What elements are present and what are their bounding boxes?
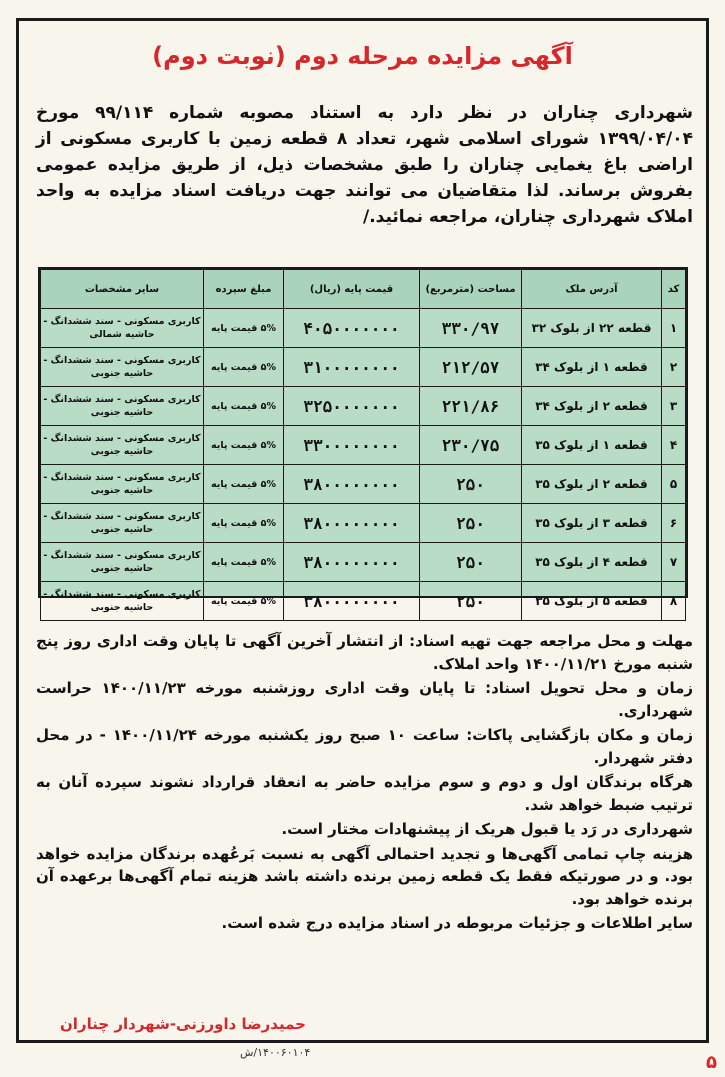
table-row xyxy=(41,348,686,387)
row-address: قطعه ۲۲ از بلوک ۳۲ xyxy=(522,309,662,348)
row-deposit: ۵% قیمت پایه xyxy=(204,348,284,387)
properties-table xyxy=(38,267,688,613)
row-area: ۳۳۰/۹۷ xyxy=(420,309,522,348)
row-spec: کاربری مسکونی - سند ششدانگ - حاشیه جنوبی xyxy=(41,348,204,387)
row-code: ۶ xyxy=(662,504,686,543)
row-deposit: ۵% قیمت پایه xyxy=(204,504,284,543)
row-spec: کاربری مسکونی - سند ششدانگ - حاشیه جنوبی xyxy=(41,465,204,504)
row-deposit: ۵% قیمت پایه xyxy=(204,426,284,465)
row-area: ۲۳۰/۷۵ xyxy=(420,426,522,465)
row-address: قطعه ۲ از بلوک ۳۴ xyxy=(522,387,662,426)
row-price: ۴۰۵۰۰۰۰۰۰۰ xyxy=(284,309,420,348)
row-price: ۳۸۰۰۰۰۰۰۰۰ xyxy=(284,465,420,504)
row-area: ۲۵۰ xyxy=(420,504,522,543)
term-opening: زمان و مکان بازگشایی پاکات: ساعت ۱۰ صبح روز یکشنبه مورخه ۱۴۰۰/۱۱/۲۴ - در محل دفتر شهردار. xyxy=(36,726,693,767)
row-deposit: ۵% قیمت پایه xyxy=(204,465,284,504)
header-code: کد xyxy=(662,270,686,309)
row-area: ۲۵۰ xyxy=(420,582,522,621)
terms-section xyxy=(36,630,693,937)
row-code: ۳ xyxy=(662,387,686,426)
header-specs: سایر مشخصات xyxy=(41,270,204,309)
row-price: ۳۱۰۰۰۰۰۰۰۰ xyxy=(284,348,420,387)
row-spec: کاربری مسکونی - سند ششدانگ - حاشیه جنوبی xyxy=(41,582,204,621)
header-price: قیمت پایه (ریال) xyxy=(284,270,420,309)
row-area: ۲۲۱/۸۶ xyxy=(420,387,522,426)
row-area: ۲۵۰ xyxy=(420,465,522,504)
table-row xyxy=(41,504,686,543)
row-price: ۳۳۰۰۰۰۰۰۰۰ xyxy=(284,426,420,465)
row-deposit: ۵% قیمت پایه xyxy=(204,309,284,348)
term-delivery: زمان و محل تحویل اسناد: تا پایان وقت اداری روزشنبه مورخه ۱۴۰۰/۱۱/۲۳ حراست شهرداری. xyxy=(36,679,693,720)
row-address: قطعه ۴ از بلوک ۳۵ xyxy=(522,543,662,582)
row-code: ۷ xyxy=(662,543,686,582)
row-spec: کاربری مسکونی - سند ششدانگ - حاشیه جنوبی xyxy=(41,504,204,543)
intro-paragraph: شهرداری چناران در نظر دارد به استناد مصوبه شماره ۹۹/۱۱۴ مورخ ۱۳۹۹/۰۴/۰۴ شورای اسلامی شهر، تعداد ۸ قطعه زمین با کاربری مسکونی از اراضی باغ یغمایی چناران را طبق مشخصات ذیل، از طریق مزایده عمومی بفروش برساند. لذا متقاضیان می توانند جهت دریافت اسناد مزایده به واحد املاک شهرداری چناران، مراجعه نمائید./ xyxy=(36,103,693,227)
header-address: آدرس ملک xyxy=(522,270,662,309)
term-rights: شهرداری در رَد یا قبول هریک از پیشنهادات مختار است. xyxy=(281,820,693,838)
row-spec: کاربری مسکونی - سند ششدانگ - حاشیه جنوبی xyxy=(41,543,204,582)
table-row xyxy=(41,426,686,465)
row-price: ۳۸۰۰۰۰۰۰۰۰ xyxy=(284,543,420,582)
row-code: ۸ xyxy=(662,582,686,621)
row-deposit: ۵% قیمت پایه xyxy=(204,387,284,426)
row-address: قطعه ۱ از بلوک ۳۵ xyxy=(522,426,662,465)
ad-title: آگهی مزایده مرحله دوم (نوبت دوم) xyxy=(152,42,573,70)
row-address: قطعه ۳ از بلوک ۳۵ xyxy=(522,504,662,543)
row-area: ۲۱۲/۵۷ xyxy=(420,348,522,387)
row-price: ۳۸۰۰۰۰۰۰۰۰ xyxy=(284,504,420,543)
header-deposit: مبلغ سپرده xyxy=(204,270,284,309)
row-code: ۱ xyxy=(662,309,686,348)
table-row xyxy=(41,465,686,504)
row-code: ۴ xyxy=(662,426,686,465)
row-code: ۵ xyxy=(662,465,686,504)
term-other: سایر اطلاعات و جزئیات مربوطه در اسناد مزایده درج شده است. xyxy=(221,914,693,932)
table-row xyxy=(41,543,686,582)
row-code: ۲ xyxy=(662,348,686,387)
row-spec: کاربری مسکونی - سند ششدانگ - حاشیه جنوبی xyxy=(41,387,204,426)
page-number: ۵ xyxy=(706,1052,717,1073)
row-address: قطعه ۲ از بلوک ۳۵ xyxy=(522,465,662,504)
mayor-signature: حمیدرضا داورزنی-شهردار چناران xyxy=(60,1015,306,1033)
table-header-row xyxy=(41,270,686,309)
table-row xyxy=(41,582,686,621)
row-deposit: ۵% قیمت پایه xyxy=(204,582,284,621)
term-document-deadline: مهلت و محل مراجعه جهت تهیه اسناد: از انتشار آخرین آگهی تا پایان وقت اداری روز پنج شنبه مورخ ۱۴۰۰/۱۱/۲۱ واحد املاک. xyxy=(36,632,693,673)
header-area: مساحت (مترمربع) xyxy=(420,270,522,309)
row-price: ۳۲۵۰۰۰۰۰۰۰ xyxy=(284,387,420,426)
table-row xyxy=(41,309,686,348)
row-address: قطعه ۱ از بلوک ۳۴ xyxy=(522,348,662,387)
row-price: ۳۸۰۰۰۰۰۰۰۰ xyxy=(284,582,420,621)
term-winners: هرگاه برندگان اول و دوم و سوم مزایده حاضر به انعقاد قرارداد نشوند سپرده آنان به ترتیب ضبط خواهد شد. xyxy=(36,773,693,814)
term-costs: هزینه چاپ تمامی آگهی‌ها و تجدید احتمالی آگهی به نسبت بَرعُهده برندگان مزایده خواهد بود. و در صورتیکه فقط یک قطعه زمین برنده داشته باشد هزینه تمام آگهی‌ها برعهده آن برنده خواهد بود. xyxy=(36,844,693,908)
row-address: قطعه ۵ از بلوک ۳۵ xyxy=(522,582,662,621)
row-spec: کاربری مسکونی - سند ششدانگ - حاشیه شمالی xyxy=(41,309,204,348)
row-spec: کاربری مسکونی - سند ششدانگ - حاشیه جنوبی xyxy=(41,426,204,465)
table-row xyxy=(41,387,686,426)
row-deposit: ۵% قیمت پایه xyxy=(204,543,284,582)
row-area: ۲۵۰ xyxy=(420,543,522,582)
ad-code: ۱۴۰۰۶۰۱۰۴/ش xyxy=(240,1046,311,1059)
